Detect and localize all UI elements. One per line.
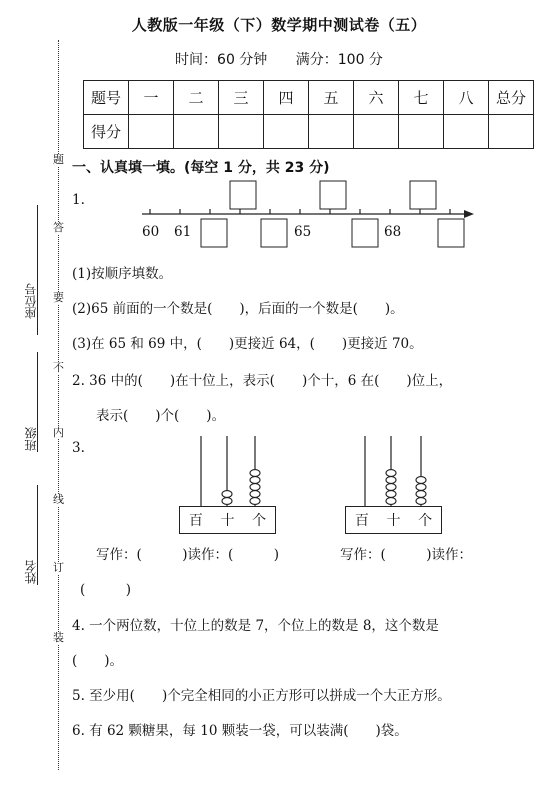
abacus-tens-beads <box>222 491 232 505</box>
abacus-bead <box>386 491 396 498</box>
score-cell-header: 六 <box>354 81 399 115</box>
abacus-ones-beads <box>250 470 260 505</box>
score-cell-blank[interactable] <box>399 115 444 149</box>
question-text: (3)在 65 和 69 中，( )更接近 64，( )更接近 70。 <box>72 336 423 352</box>
margin-warning-char: 要 <box>53 291 64 304</box>
abacus-bead <box>250 498 260 505</box>
score-cell-blank[interactable] <box>354 115 399 149</box>
score-cell-header: 四 <box>264 81 309 115</box>
abacus-label: 百 <box>188 513 203 529</box>
time-limit: 时间：60 分钟 <box>175 52 268 68</box>
abacus-bead <box>222 491 232 498</box>
abacus-bead <box>386 484 396 491</box>
abacus-label: 十 <box>220 513 235 529</box>
answer-box[interactable] <box>201 219 227 247</box>
binding-line <box>58 40 59 770</box>
question-text: 6. 有 62 颗糖果，每 10 颗装一袋，可以装满( )袋。 <box>72 723 408 739</box>
score-cell-blank[interactable] <box>489 115 534 149</box>
question-text: ( ) <box>80 582 132 598</box>
abacus-bead <box>250 470 260 477</box>
score-cell-blank[interactable] <box>309 115 354 149</box>
abacus-bead <box>386 498 396 505</box>
abacus-tens-beads <box>386 470 396 505</box>
abacus-label: 个 <box>418 513 433 529</box>
abacus-rods <box>345 434 440 506</box>
abacus-base <box>345 506 442 534</box>
number-line-label: 61 <box>174 224 192 240</box>
abacus-bead <box>222 498 232 505</box>
number-line-ticks <box>150 209 450 214</box>
class-blank[interactable] <box>37 352 38 452</box>
abacus-bead <box>386 477 396 484</box>
score-cell-header: 三 <box>219 81 264 115</box>
question-text: ( )。 <box>72 653 124 669</box>
score-cell-blank[interactable] <box>444 115 489 149</box>
score-table-score-row <box>84 115 534 149</box>
abacus-bead <box>386 470 396 477</box>
question-number: 3. <box>72 440 85 456</box>
score-cell-header: 二 <box>174 81 219 115</box>
class-label: 班级 <box>24 427 38 451</box>
question-text: 2. 36 中的( )在十位上，表示( )个十，6 在( )位上， <box>72 373 453 389</box>
number-line-label: 65 <box>294 224 312 240</box>
score-cell-header: 八 <box>444 81 489 115</box>
abacus-2 <box>345 434 440 534</box>
abacus-base <box>179 506 276 534</box>
question-number: 1. <box>72 192 85 208</box>
score-cell-header: 总分 <box>489 81 534 115</box>
abacus-bead <box>416 498 426 505</box>
question-text: (1)按顺序填数。 <box>72 266 173 282</box>
full-score: 满分：100 分 <box>295 52 383 68</box>
score-cell-header: 一 <box>129 81 174 115</box>
margin-warning-char: 内 <box>53 426 64 439</box>
score-cell-header: 七 <box>399 81 444 115</box>
score-cell-header: 五 <box>309 81 354 115</box>
margin-warning-char: 订 <box>53 561 64 574</box>
number-line-label: 60 <box>142 224 160 240</box>
question-text: 写作：( )读作：( ) <box>96 547 280 563</box>
abacus-label: 十 <box>386 513 401 529</box>
score-row-label: 得分 <box>84 115 129 149</box>
abacus-label: 个 <box>252 513 267 529</box>
page-title: 人教版一年级（下）数学期中测试卷（五） <box>131 16 427 34</box>
score-cell-header: 题号 <box>84 81 129 115</box>
name-blank[interactable] <box>37 485 38 585</box>
abacus-ones-beads <box>416 477 426 505</box>
abacus-bead <box>416 477 426 484</box>
answer-box[interactable] <box>320 181 346 209</box>
margin-warning-char: 不 <box>53 361 64 374</box>
abacus-bead <box>416 484 426 491</box>
name-label: 姓名 <box>24 560 38 584</box>
question-text: 4. 一个两位数，十位上的数是 7，个位上的数是 8，这个数是 <box>72 618 439 634</box>
margin-warning-char: 线 <box>53 493 64 506</box>
answer-box[interactable] <box>410 181 436 209</box>
number-line-label: 68 <box>384 224 402 240</box>
seat-number-label: 座位号 <box>24 283 38 319</box>
answer-box[interactable] <box>261 219 287 247</box>
score-cell-blank[interactable] <box>174 115 219 149</box>
answer-box[interactable] <box>352 219 378 247</box>
question-text: 写作：( )读作： <box>340 547 473 563</box>
margin-warning-char: 装 <box>53 631 64 644</box>
abacus-bead <box>250 491 260 498</box>
exam-info <box>0 49 558 69</box>
abacus-bead <box>250 484 260 491</box>
number-line-arrow <box>464 210 474 218</box>
margin-warning-char: 答 <box>53 221 64 234</box>
score-cell-blank[interactable] <box>264 115 309 149</box>
question-text: 5. 至少用( )个完全相同的小正方形可以拼成一个大正方形。 <box>72 688 451 704</box>
margin-warning-char: 题 <box>53 153 64 166</box>
score-cell-blank[interactable] <box>219 115 264 149</box>
score-table-header-row <box>84 81 534 115</box>
abacus-rods <box>179 434 274 506</box>
abacus-bead <box>250 477 260 484</box>
answer-box[interactable] <box>230 181 256 209</box>
abacus-bead <box>416 491 426 498</box>
section-heading: 一、认真填一填。(每空 1 分，共 23 分) <box>72 160 330 176</box>
score-table <box>83 80 534 149</box>
seat-number-blank[interactable] <box>37 205 38 335</box>
abacus-1 <box>179 434 274 534</box>
abacus-label: 百 <box>354 513 369 529</box>
score-cell-blank[interactable] <box>129 115 174 149</box>
question-text: 表示( )个( )。 <box>96 408 226 424</box>
answer-box[interactable] <box>438 219 464 247</box>
question-text: (2)65 前面的一个数是( )，后面的一个数是( )。 <box>72 301 404 317</box>
